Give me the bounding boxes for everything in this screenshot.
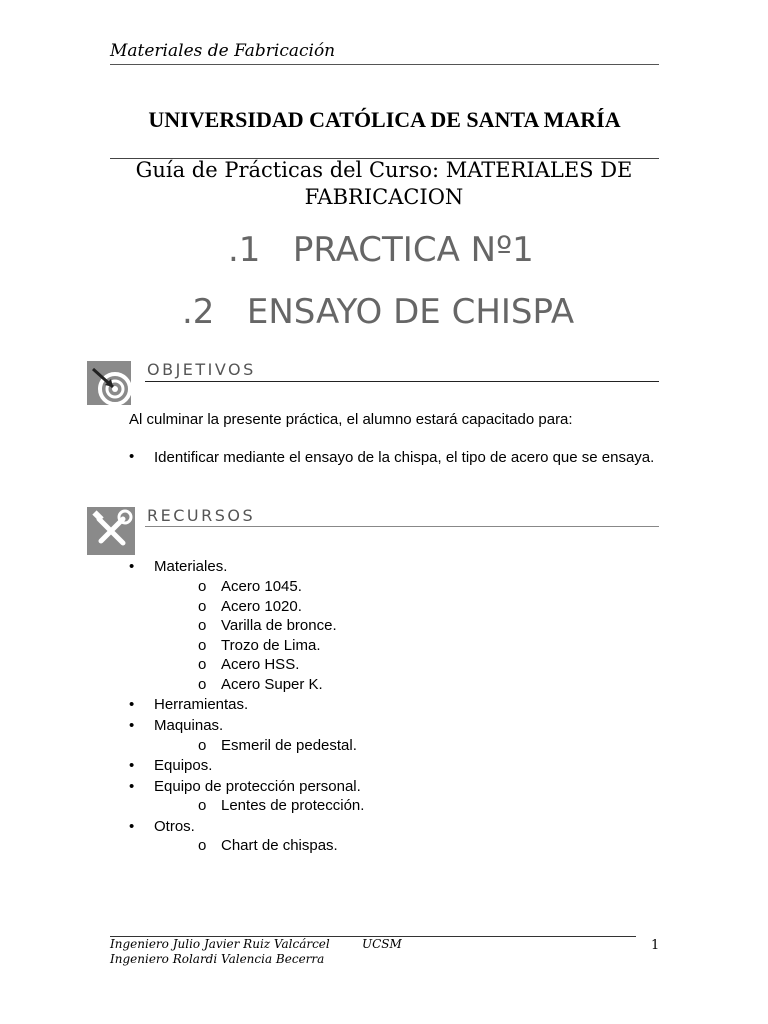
list-item-otros: Otros. [154, 818, 195, 835]
circle-bullet-icon: o [198, 578, 207, 595]
circle-bullet-icon: o [198, 637, 207, 654]
bullet-icon: • [129, 757, 135, 774]
sub-list-item: Chart de chispas. [221, 837, 338, 854]
bullet-icon: • [129, 558, 135, 575]
tools-icon [87, 507, 135, 555]
circle-bullet-icon: o [198, 617, 207, 634]
list-item-materiales: Materiales. [154, 558, 228, 575]
list-item-equipos: Equipos. [154, 757, 213, 774]
target-icon [87, 361, 131, 405]
list-item-herramientas: Herramientas. [154, 696, 249, 713]
sub-list-item: Lentes de protección. [221, 797, 365, 814]
footer-author-2: Ingeniero Rolardi Valencia Becerra [110, 952, 325, 966]
heading-practica-text: PRACTICA Nº1 [292, 230, 534, 270]
sub-list-item: Acero HSS. [221, 656, 300, 673]
header-divider [110, 64, 659, 65]
circle-bullet-icon: o [198, 598, 207, 615]
sub-list-item: Acero Super K. [221, 676, 323, 693]
objetivos-intro: Al culminar la presente práctica, el alumno estará capacitado para: [129, 411, 573, 428]
page-number: 1 [651, 938, 660, 953]
bullet-icon: • [129, 717, 135, 734]
circle-bullet-icon: o [198, 656, 207, 673]
circle-bullet-icon: o [198, 797, 207, 814]
section-label-objetivos: OBJETIVOS [147, 360, 256, 379]
heading-ensayo-number: .2 [182, 292, 215, 332]
objetivos-divider [145, 381, 659, 382]
circle-bullet-icon: o [198, 676, 207, 693]
circle-bullet-icon: o [198, 837, 207, 854]
sub-list-item: Acero 1045. [221, 578, 302, 595]
circle-bullet-icon: o [198, 737, 207, 754]
heading-ensayo [182, 292, 574, 332]
list-item-maquinas: Maquinas. [154, 717, 224, 734]
bullet-icon: • [129, 696, 135, 713]
sub-list-item: Esmeril de pedestal. [221, 737, 357, 754]
sub-list-item: Acero 1020. [221, 598, 302, 615]
university-title: UNIVERSIDAD CATÓLICA DE SANTA MARÍA [148, 107, 621, 132]
objetivo-item: Identificar mediante el ensayo de la chispa, el tipo de acero que se ensaya. [154, 449, 655, 466]
guide-subtitle: Guía de Prácticas del Curso: MATERIALES DE FABRICACION [135, 158, 633, 209]
recursos-divider [145, 526, 659, 527]
section-label-recursos: RECURSOS [147, 506, 256, 525]
heading-practica-number: .1 [228, 230, 261, 270]
running-header: Materiales de Fabricación [110, 41, 336, 61]
heading-practica [228, 230, 534, 270]
bullet-icon: • [129, 778, 135, 795]
list-item-proteccion: Equipo de protección personal. [154, 778, 361, 795]
bullet-icon: • [129, 448, 135, 465]
bullet-icon: • [129, 818, 135, 835]
sub-list-item: Trozo de Lima. [221, 637, 321, 654]
footer-author-1: Ingeniero Julio Javier Ruiz Valcárcel [110, 937, 330, 951]
heading-ensayo-text: ENSAYO DE CHISPA [246, 292, 575, 332]
sub-list-item: Varilla de bronce. [221, 617, 337, 634]
footer-org: UCSM [362, 937, 402, 951]
